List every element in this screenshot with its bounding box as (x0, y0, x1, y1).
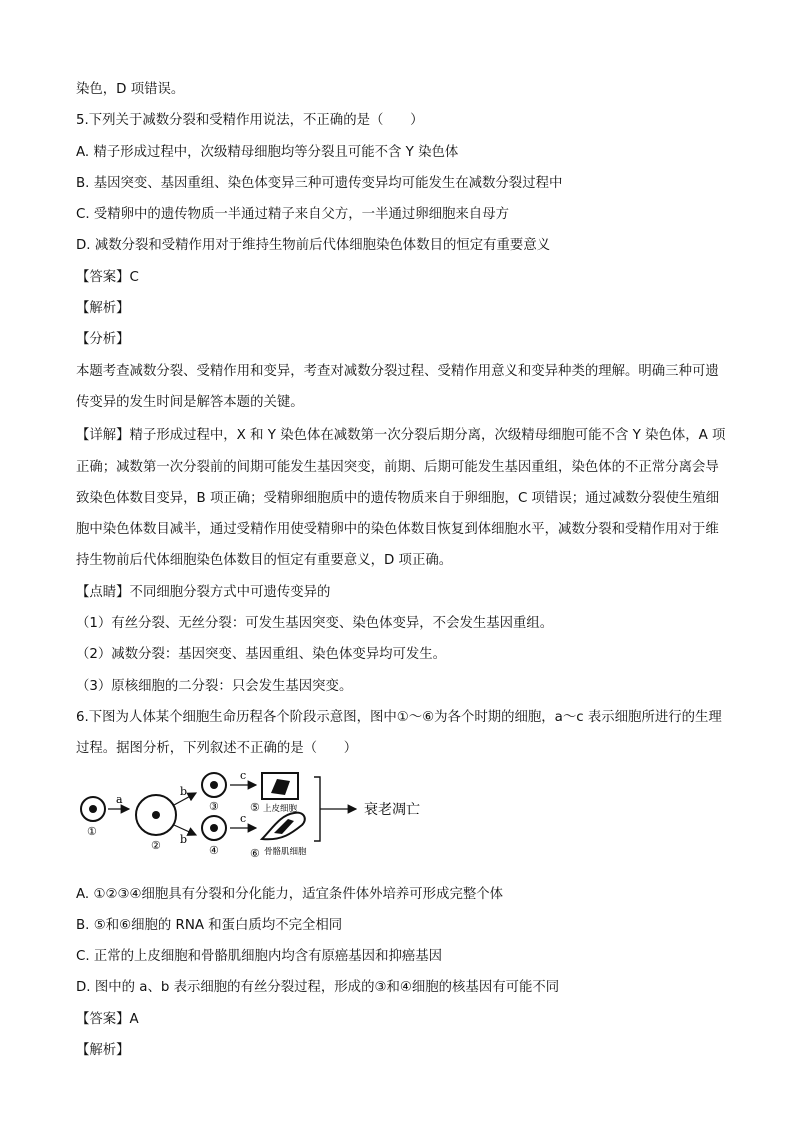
question-6-option-d: D. 图中的 a、b 表示细胞的有丝分裂过程，形成的③和④细胞的核基因有可能不同 (76, 980, 560, 996)
question-5-option-a: A. 精子形成过程中，次级精母细胞均等分裂且可能不含 Y 染色体 (76, 144, 459, 160)
cell-3-label: ③ (209, 799, 219, 813)
cell-3 (202, 773, 226, 797)
cell-6-label: ⑥ (250, 846, 260, 860)
arrow-b-top-label: b (180, 784, 188, 798)
cell-1-label: ① (87, 824, 97, 838)
question-6-answer: 【答案】A (76, 1011, 139, 1027)
skeletal-muscle-cell (262, 812, 305, 839)
question-5-answer: 【答案】C (76, 269, 139, 285)
cell-4-label: ④ (209, 843, 219, 857)
arrow-b-bottom-label: b (180, 832, 188, 846)
cell-5-label: ⑤ (250, 800, 260, 814)
question-6-explanation-heading: 【解析】 (76, 1043, 130, 1059)
cell-2-label: ② (151, 838, 161, 852)
question-5-tip-2: （2）减数分裂：基因突变、基因重组、染色体变异均可发生。 (76, 647, 447, 663)
question-5-analysis-heading: 【分析】 (76, 332, 130, 348)
question-5-option-d: D. 减数分裂和受精作用对于维持生物前后代体细胞染色体数目的恒定有重要意义 (76, 238, 551, 254)
document-page (76, 80, 726, 1072)
cell-2 (136, 795, 176, 835)
question-5-option-c: C. 受精卵中的遗传物质一半通过精子来自父方，一半通过卵细胞来自母方 (76, 207, 509, 223)
cell-1 (81, 797, 105, 821)
cell-life-cycle-diagram (76, 771, 726, 871)
question-5-detail-text: 【详解】精子形成过程中，X 和 Y 染色体在减数第一次分裂后期分离，次级精母细胞可能不含 Y 染色体，A 项正确；减数第一次分裂前的间期可能发生基因突变，前期、后期可能发生基因重组，染色体的不正常分离会导致染色体数目变异，B 项正确；受精卵细胞质中的遗传物质来自于卵细胞，C 项错误；通过减数分裂使生殖细胞中染色体数目减半，通过受精作用使受精卵中的染色体数目恢复到体细胞水平，减数分裂和受精作用对于维持生物前后代体细胞染色体数目的恒定有重要意义，D 项正确。 (76, 428, 726, 569)
epithelial-cell (262, 773, 298, 799)
question-6-option-a: A. ①②③④细胞具有分裂和分化能力，适宜条件体外培养可形成完整个体 (76, 886, 504, 902)
apoptosis-label: 衰老凋亡 (364, 801, 420, 818)
arrow-a-label: a (116, 792, 123, 806)
question-6-stem: 6.下图为人体某个细胞生命历程各个阶段示意图，图中①～⑥为各个时期的细胞，a～c 表示细胞所进行的生理过程。据图分析，下列叙述不正确的是（ ） (76, 709, 722, 757)
question-6-option-b: B. ⑤和⑥细胞的 RNA 和蛋白质均不完全相同 (76, 917, 343, 933)
arrow-c-bottom-label: c (240, 811, 247, 825)
arrow-c-top-label: c (240, 770, 247, 782)
question-5-analysis-text: 本题考查减数分裂、受精作用和变异，考查对减数分裂过程、受精作用意义和变异种类的理解。明确三种可遗传变异的发生时间是解答本题的关键。 (76, 363, 719, 410)
question-5-stem: 5.下列关于减数分裂和受精作用说法，不正确的是（ ） (76, 113, 424, 129)
question-5-tip-heading: 【点睛】不同细胞分裂方式中可遗传变异的 (76, 584, 331, 600)
epithelial-cell-label: 上皮细胞 (263, 803, 298, 814)
question-5-tip-1: （1）有丝分裂、无丝分裂：可发生基因突变、染色体变异，不会发生基因重组。 (76, 616, 554, 632)
question-6-option-c: C. 正常的上皮细胞和骨骼肌细胞内均含有原癌基因和抑癌基因 (76, 949, 443, 965)
cell-4 (202, 816, 226, 840)
question-5-tip-3: （3）原核细胞的二分裂：只会发生基因突变。 (76, 678, 353, 694)
question-5-explanation-heading: 【解析】 (76, 301, 130, 317)
skeletal-muscle-cell-label: 骨骼肌细胞 (264, 846, 307, 857)
prev-answer-tail: 染色，D 项错误。 (76, 82, 185, 97)
question-5-option-b: B. 基因突变、基因重组、染色体变异三种可遗传变异均可能发生在减数分裂过程中 (76, 175, 563, 191)
